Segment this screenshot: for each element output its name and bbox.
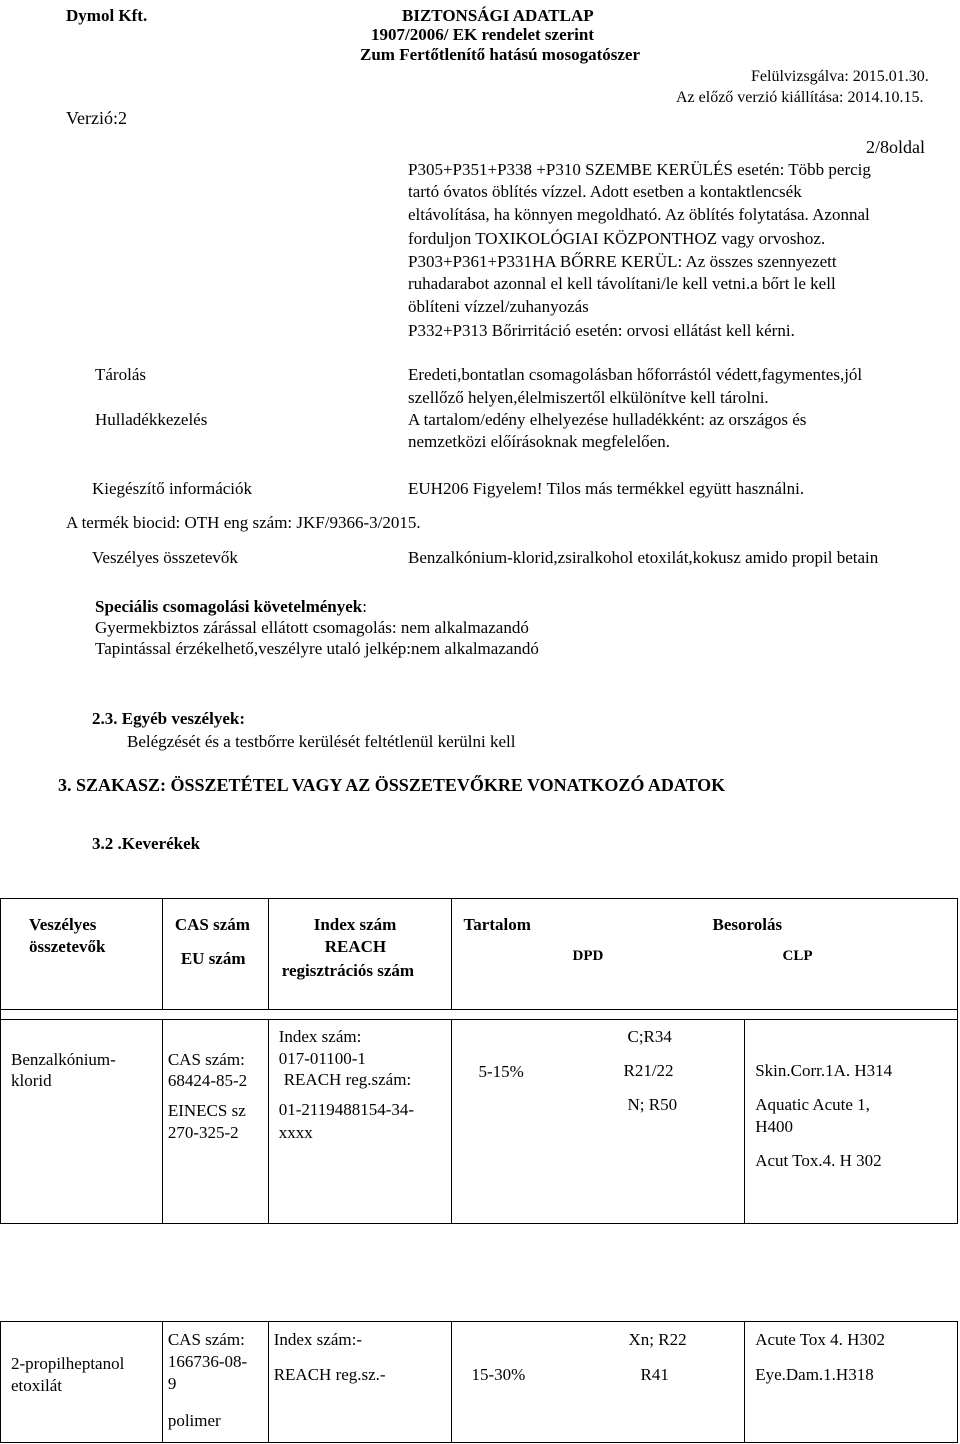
version-label: Verzió:2	[66, 108, 127, 128]
header-cell: Index szám	[313, 915, 397, 934]
reach-number: REACH reg.szám:	[283, 1070, 412, 1089]
clp-classification: H400	[755, 1117, 793, 1136]
precaution-line: P303+P361+P331HA BŐRRE KERÜL: Az összes szennyezett	[408, 252, 837, 271]
dpd-classification: C;R34	[627, 1027, 672, 1046]
header-cell: EU szám	[180, 949, 246, 968]
waste-label: Hulladékkezelés	[95, 410, 208, 429]
header-cell: Veszélyes	[29, 915, 97, 934]
cas-number: 166736-08-	[167, 1352, 248, 1371]
content-range: 15-30%	[471, 1365, 526, 1384]
waste-text: nemzetközi előírásoknak megfelelően.	[408, 432, 670, 451]
index-number: Index szám:	[278, 1027, 362, 1046]
table-header-row	[1, 899, 958, 1010]
reach-number: xxxx	[278, 1123, 313, 1142]
subsection-title: 3.2 .Keverékek	[92, 834, 201, 853]
table-row	[1, 1322, 958, 1443]
header-cell: Tartalom	[463, 915, 531, 934]
precaution-line: öblíteni vízzel/zuhanyozás	[408, 297, 589, 316]
waste-text: A tartalom/edény elhelyezése hulladékként: az országos és	[408, 410, 807, 429]
hazardous-text: Benzalkónium-klorid,zsiralkohol etoxilát,kokusz amido propil betain	[408, 548, 879, 567]
cas-number: CAS szám:	[167, 1050, 245, 1069]
storage-text: Eredeti,bontatlan csomagolásban hőforrástól védett,fagymentes,jól	[408, 365, 863, 384]
previous-version-date: Az előző verzió kiállítása: 2014.10.15.	[676, 89, 924, 106]
precaution-line: P332+P313 Bőrirritáció esetén: orvosi ellátást kell kérni.	[408, 321, 795, 340]
header-cell: Besorolás	[712, 915, 783, 934]
extra-info-text: EUH206 Figyelem! Tilos más termékkel együtt használni.	[408, 479, 805, 498]
dpd-classification: R21/22	[623, 1061, 674, 1080]
header-cell: összetevők	[29, 937, 106, 956]
index-number: Index szám:-	[273, 1330, 362, 1349]
einecs-number: EINECS sz	[167, 1101, 246, 1120]
packaging-line: Tapintással érzékelhető,veszélyre utaló jelkép:nem alkalmazandó	[95, 639, 539, 658]
header-cell: REACH	[324, 937, 387, 956]
dpd-classification: Xn; R22	[628, 1330, 687, 1349]
company-name: Dymol Kft.	[66, 6, 148, 25]
revision-date: Felülvizsgálva: 2015.01.30.	[751, 68, 929, 85]
storage-text: szellőző helyen,élelmiszertől elkülönítve kell tárolni.	[408, 388, 769, 407]
packaging-line: Gyermekbiztos zárással ellátott csomagolás: nem alkalmazandó	[95, 618, 529, 637]
clp-classification: Acut Tox.4. H 302	[755, 1151, 882, 1170]
precaution-line: tartó óvatos öblítés vízzel. Adott esetben a kontaktlencsék	[408, 182, 802, 201]
precaution-line: ruhadarabot azonnal el kell távolítani/le kell vetni.a bőrt le kell	[408, 274, 836, 293]
packaging-title: Speciális csomagolási követelmények:	[95, 597, 367, 616]
extra-info-label: Kiegészítő információk	[92, 479, 253, 498]
polymer-note: polimer	[167, 1411, 221, 1430]
product-name: Zum Fertőtlenítő hatású mosogatószer	[360, 45, 640, 64]
hazardous-label: Veszélyes összetevők	[92, 548, 238, 567]
header-cell: CLP	[782, 948, 813, 964]
precaution-line: eltávolítása, ha könnyen megoldható. Az öblítés folytatása. Azonnal	[408, 205, 870, 224]
cas-number: 68424-85-2	[167, 1071, 248, 1090]
clp-classification: Eye.Dam.1.H318	[755, 1365, 874, 1384]
content-range: 5-15%	[478, 1062, 524, 1081]
clp-classification: Skin.Corr.1A. H314	[755, 1061, 893, 1080]
biocide-line: A termék biocid: OTH eng szám: JKF/9366-3/2015.	[66, 513, 421, 532]
storage-label: Tárolás	[95, 365, 146, 384]
clp-classification: Acute Tox 4. H302	[755, 1330, 885, 1349]
composition-table	[0, 1321, 958, 1443]
page-number: 2/8oldal	[866, 137, 925, 157]
clp-classification: Aquatic Acute 1,	[755, 1095, 870, 1114]
reach-number: 01-2119488154-34-	[278, 1100, 415, 1119]
section-title: 3. SZAKASZ: ÖSSZETÉTEL VAGY AZ ÖSSZETEVŐKRE VONATKOZÓ ADATOK	[58, 775, 726, 795]
header-cell: regisztrációs szám	[281, 961, 415, 980]
dpd-classification: N; R50	[627, 1095, 678, 1114]
other-hazards-text: Belégzését és a testbőrre kerülését feltétlenül kerülni kell	[127, 732, 516, 751]
reach-number: REACH reg.sz.-	[273, 1365, 386, 1384]
composition-table	[0, 898, 958, 1224]
regulation-line: 1907/2006/ EK rendelet szerint	[371, 25, 595, 44]
precaution-line: P305+P351+P338 +P310 SZEMBE KERÜLÉS esetén: Több percig	[408, 160, 871, 179]
precaution-line: forduljon TOXIKOLÓGIAI KÖZPONTHOZ vagy orvoshoz.	[408, 229, 826, 248]
index-number: 017-01100-1	[278, 1049, 366, 1068]
document-title: BIZTONSÁGI ADATLAP	[402, 6, 594, 25]
header-cell: DPD	[572, 948, 604, 964]
ingredient-name: Benzalkónium-	[11, 1050, 116, 1069]
ingredient-name: klorid	[11, 1071, 52, 1090]
other-hazards-title: 2.3. Egyéb veszélyek:	[92, 709, 245, 728]
cas-number: 9	[167, 1374, 177, 1393]
table-row	[1, 1020, 958, 1224]
dpd-classification: R41	[640, 1365, 669, 1384]
einecs-number: 270-325-2	[167, 1123, 239, 1142]
ingredient-name: etoxilát	[11, 1376, 62, 1395]
ingredient-name: 2-propilheptanol	[11, 1354, 125, 1373]
cas-number: CAS szám:	[167, 1330, 245, 1349]
header-cell: CAS szám	[174, 915, 250, 934]
